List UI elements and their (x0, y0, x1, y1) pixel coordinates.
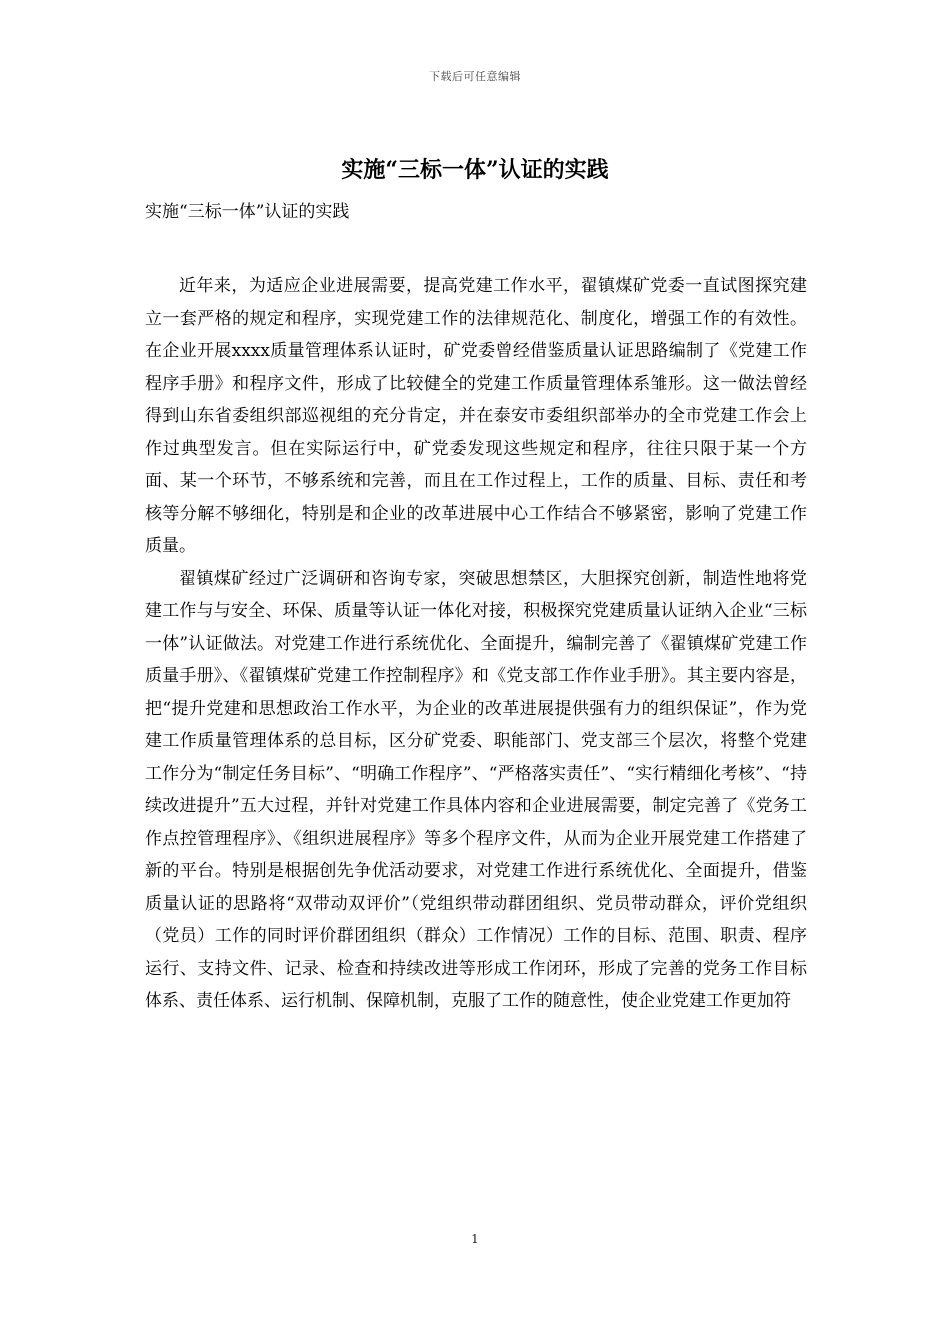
body-paragraph: 近年来，为适应企业进展需要，提高党建工作水平，翟镇煤矿党委一直试图探究建立一套严格的规定和程序，实现党建工作的法律规范化、制度化，增强工作的有效性。在企业开展xxxx质量管理体系认证时，矿党委曾经借鉴质量认证思路编制了《党建工作程序手册》和程序文件，形成了比较健全的党建工作质量管理体系雏形。这一做法曾经得到山东省委组织部巡视组的充分肯定，并在泰安市委组织部举办的全市党建工作会上作过典型发言。但在实际运行中，矿党委发现这些规定和程序，往往只限于某一个方面、某一个环节，不够系统和完善，而且在工作过程上，工作的质量、目标、责任和考核等分解不够细化，特别是和企业的改革进展中心工作结合不够紧密，影响了党建工作质量。 (145, 276, 807, 556)
body-paragraph: 翟镇煤矿经过广泛调研和咨询专家，突破思想禁区，大胆探究创新，制造性地将党建工作与与安全、环保、质量等认证一体化对接，积极探究党建质量认证纳入企业“三标一体”认证做法。对党建工作进行系统优化、全面提升，编制完善了《翟镇煤矿党建工作质量手册》、《翟镇煤矿党建工作控制程序》和《党支部工作作业手册》。其主要内容是，把“提升党建和思想政治工作水平，为企业的改革进展提供强有力的组织保证”，作为党建工作质量管理体系的总目标，区分矿党委、职能部门、党支部三个层次，将整个党建工作分为“制定任务目标”、“明确工作程序”、“严格落实责任”、“实行精细化考核”、“持续改进提升”五大过程，并针对党建工作具体内容和企业进展需要，制定完善了《党务工作点控管理程序》、《组织进展程序》等多个程序文件，从而为企业开展党建工作搭建了新的平台。特别是根据创先争优活动要求，对党建工作进行系统优化、全面提升，借鉴质量认证的思路将“双带动双评价”（党组织带动群团组织、党员带动群众，评价党组织（党员）工作的同时评价群团组织（群众）工作情况）工作的目标、范围、职责、程序运行、支持文件、记录、检查和持续改进等形成工作闭环，形成了完善的党务工作目标体系、责任体系、运行机制、保障机制，克服了工作的随意性，使企业党建工作更加符 (145, 568, 807, 1011)
document-body (145, 270, 807, 1018)
document-title: 实施“三标一体”认证的实践 (341, 157, 609, 183)
page-number: 1 (471, 1232, 479, 1246)
header-note: 下载后可任意编辑 (429, 70, 521, 83)
document-subtitle: 实施“三标一体”认证的实践 (145, 202, 350, 222)
